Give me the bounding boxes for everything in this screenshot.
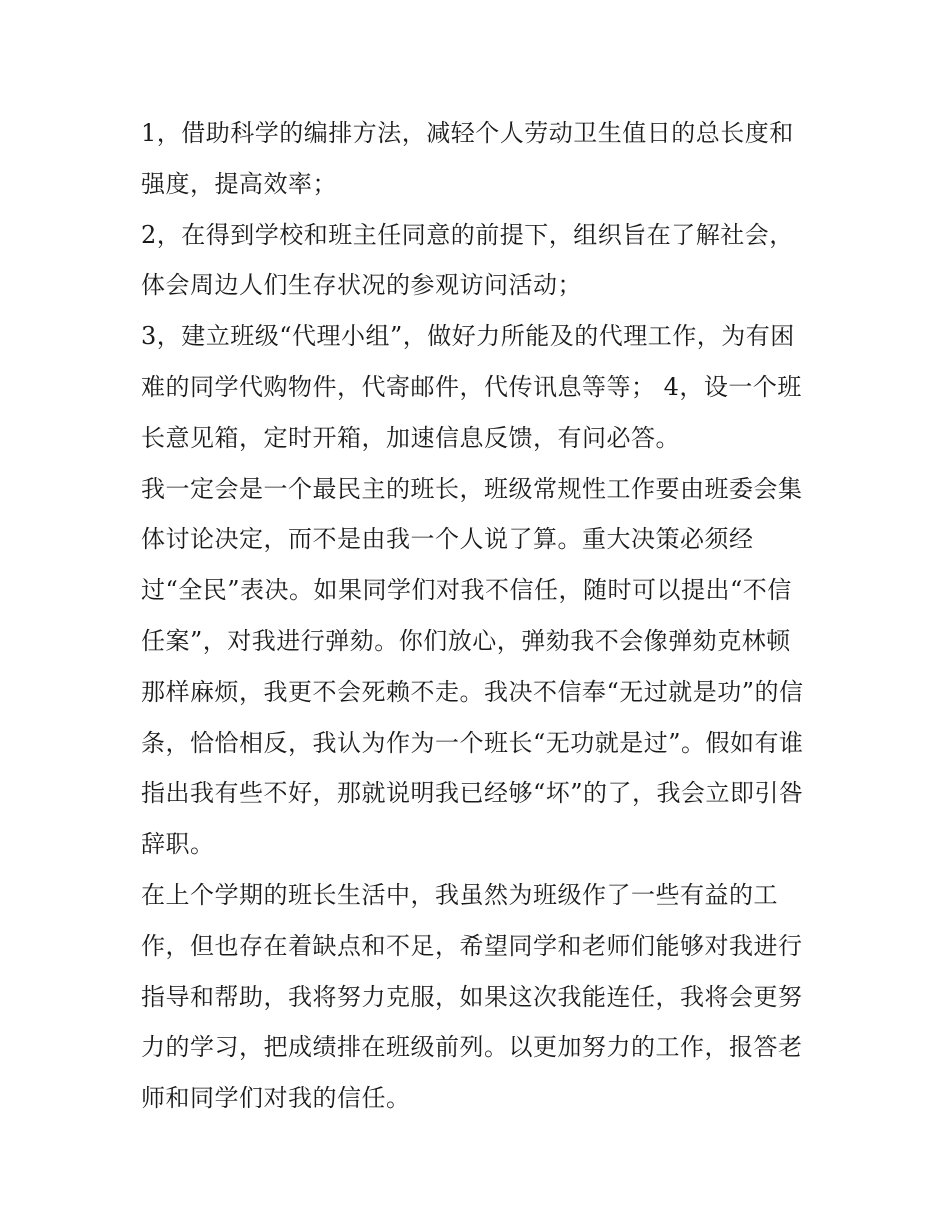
document-body xyxy=(141,108,816,1124)
text-line: 任案”，对我进行弹劾。你们放心，弹劾我不会像弹劾克林顿 xyxy=(141,626,791,655)
text-line: 力的学习，把成绩排在班级前列。以更加努力的工作，报答老 xyxy=(141,1033,803,1062)
text-line: 在上个学期的班长生活中，我虽然为班级作了一些有益的工 xyxy=(141,880,778,909)
text-line: 强度，提高效率； xyxy=(141,169,337,198)
text-line: 3，建立班级“代理小组”，做好力所能及的代理工作，为有困 xyxy=(141,322,795,351)
text-line: 指出我有些不好，那就说明我已经够“坏”的了，我会立即引咎 xyxy=(141,779,804,808)
text-line: 2，在得到学校和班主任同意的前提下，组织旨在了解社会， xyxy=(141,220,794,249)
text-line: 条，恰恰相反，我认为作为一个班长“无功就是过”。假如有谁 xyxy=(141,728,804,757)
text-line: 体讨论决定，而不是由我一个人说了算。重大决策必须经 xyxy=(141,525,754,554)
text-line: 辞职。 xyxy=(141,830,215,859)
text-line: 长意见箱，定时开箱，加速信息反馈，有问必答。 xyxy=(141,423,680,452)
text-line: 我一定会是一个最民主的班长，班级常规性工作要由班委会集 xyxy=(141,474,803,503)
text-line: 体会周边人们生存状况的参观访问活动； xyxy=(141,271,582,300)
text-line: 师和同学们对我的信任。 xyxy=(141,1084,411,1113)
text-line: 难的同学代购物件，代寄邮件，代传讯息等等； 4，设一个班 xyxy=(141,372,802,401)
text-line: 1，借助科学的编排方法，减轻个人劳动卫生值日的总长度和 xyxy=(141,119,794,147)
text-line: 过“全民”表决。如果同学们对我不信任，随时可以提出“不信 xyxy=(141,576,792,605)
text-line: 指导和帮助，我将努力克服，如果这次我能连任，我将会更努 xyxy=(141,982,803,1011)
text-line: 作，但也存在着缺点和不足，希望同学和老师们能够对我进行 xyxy=(141,931,803,960)
text-line: 那样麻烦，我更不会死赖不走。我决不信奉“无过就是功”的信 xyxy=(141,677,804,706)
